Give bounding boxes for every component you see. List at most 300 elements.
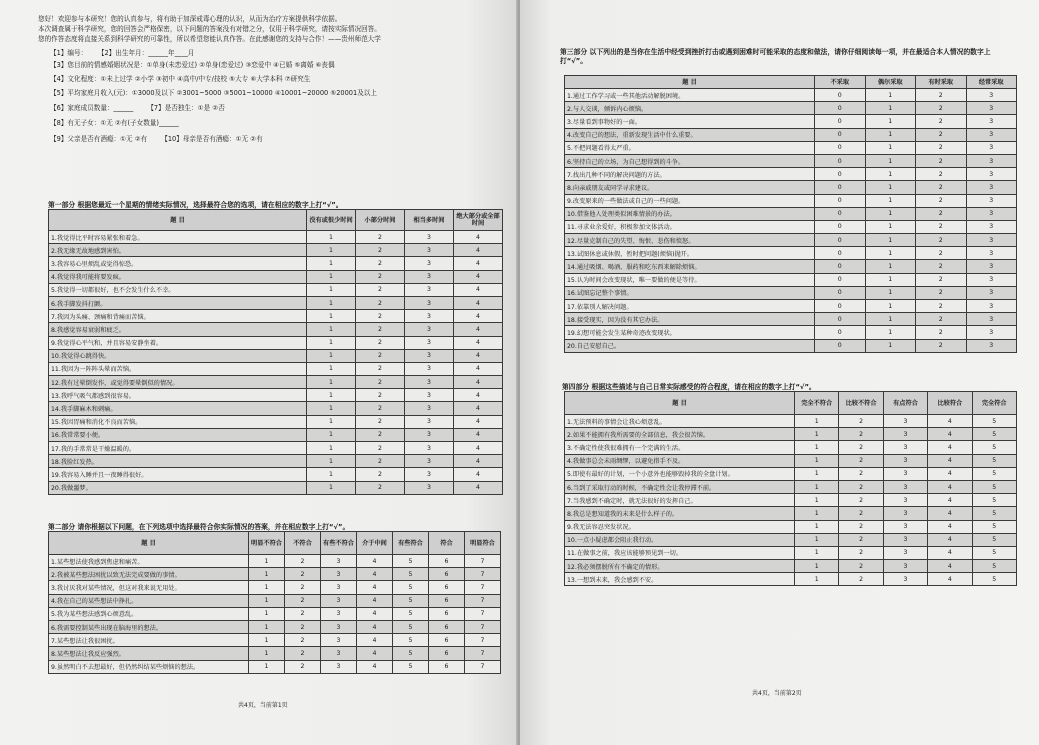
answer-option[interactable]: 1 (307, 283, 356, 296)
answer-option[interactable]: 3 (405, 323, 454, 336)
answer-option[interactable]: 4 (454, 402, 503, 415)
answer-option[interactable]: 0 (815, 313, 866, 326)
answer-option[interactable]: 2 (839, 507, 883, 520)
answer-option[interactable]: 3 (405, 402, 454, 415)
answer-option[interactable]: 4 (357, 620, 393, 633)
answer-option[interactable]: 1 (795, 546, 839, 559)
answer-option[interactable]: 5 (972, 494, 1016, 507)
answer-option[interactable]: 6 (429, 660, 465, 673)
answer-option[interactable]: 1 (307, 310, 356, 323)
answer-option[interactable]: 4 (357, 555, 393, 568)
answer-option[interactable]: 3 (966, 220, 1017, 233)
answer-option[interactable]: 1 (307, 336, 356, 349)
answer-option[interactable]: 1 (795, 428, 839, 441)
answer-option[interactable]: 3 (966, 154, 1017, 167)
answer-option[interactable]: 4 (357, 634, 393, 647)
answer-option[interactable]: 3 (883, 467, 927, 480)
answer-option[interactable]: 6 (429, 581, 465, 594)
answer-option[interactable]: 0 (815, 247, 866, 260)
answer-option[interactable]: 3 (405, 310, 454, 323)
answer-option[interactable]: 2 (839, 415, 883, 428)
answer-option[interactable]: 4 (454, 323, 503, 336)
answer-option[interactable]: 2 (356, 442, 405, 455)
answer-option[interactable]: 4 (454, 442, 503, 455)
answer-option[interactable]: 3 (405, 468, 454, 481)
answer-option[interactable]: 3 (321, 607, 357, 620)
answer-option[interactable]: 1 (307, 455, 356, 468)
answer-option[interactable]: 1 (795, 507, 839, 520)
question-text: 3.我容易心里烦乱或觉得惊恐。 (49, 257, 307, 270)
answer-option[interactable]: 1 (249, 634, 285, 647)
answer-option[interactable]: 1 (307, 231, 356, 244)
answer-option[interactable]: 0 (815, 260, 866, 273)
answer-option[interactable]: 4 (357, 581, 393, 594)
answer-option[interactable]: 4 (357, 568, 393, 581)
answer-option[interactable]: 1 (307, 389, 356, 402)
answer-option[interactable]: 0 (815, 194, 866, 207)
answer-option[interactable]: 1 (795, 454, 839, 467)
answer-option[interactable]: 3 (405, 376, 454, 389)
answer-option[interactable]: 1 (249, 568, 285, 581)
answer-option[interactable]: 2 (916, 220, 967, 233)
answer-option[interactable]: 2 (839, 573, 883, 586)
answer-option[interactable]: 2 (285, 620, 321, 633)
answer-option[interactable]: 2 (285, 607, 321, 620)
answer-option[interactable]: 2 (285, 568, 321, 581)
answer-option[interactable]: 3 (966, 326, 1017, 339)
answer-option[interactable]: 1 (795, 533, 839, 546)
answer-option[interactable]: 1 (307, 468, 356, 481)
question-text: 16.我常常要小便。 (49, 428, 307, 441)
answer-option[interactable]: 3 (321, 555, 357, 568)
answer-option[interactable]: 1 (865, 115, 916, 128)
answer-option[interactable]: 2 (356, 244, 405, 257)
answer-option[interactable]: 3 (883, 415, 927, 428)
answer-option[interactable]: 3 (966, 234, 1017, 247)
intro-line: 您的作答态度将直接关系到科学研究的可靠性，所以希望您能认真作答。在此感谢您的支持与合作！——贵州师范大学 (38, 35, 381, 43)
answer-option[interactable]: 2 (916, 247, 967, 260)
answer-option[interactable]: 5 (972, 546, 1016, 559)
answer-option[interactable]: 1 (865, 102, 916, 115)
answer-option[interactable]: 0 (815, 326, 866, 339)
answer-option[interactable]: 1 (795, 494, 839, 507)
answer-option[interactable]: 4 (454, 428, 503, 441)
table-row (49, 481, 503, 494)
table-row (49, 362, 503, 375)
answer-option[interactable]: 2 (356, 455, 405, 468)
answer-option[interactable]: 2 (356, 468, 405, 481)
answer-option[interactable]: 4 (454, 310, 503, 323)
answer-option[interactable]: 1 (865, 207, 916, 220)
answer-option[interactable]: 2 (285, 660, 321, 673)
answer-option[interactable]: 4 (357, 660, 393, 673)
table-row (565, 573, 1017, 586)
answer-option[interactable]: 4 (357, 647, 393, 660)
answer-option[interactable]: 2 (916, 326, 967, 339)
answer-option[interactable]: 1 (865, 194, 916, 207)
answer-option[interactable]: 4 (357, 594, 393, 607)
answer-option[interactable]: 3 (883, 441, 927, 454)
answer-option[interactable]: 2 (916, 194, 967, 207)
answer-option[interactable]: 4 (928, 560, 972, 573)
answer-option[interactable]: 1 (795, 480, 839, 493)
answer-option[interactable]: 7 (465, 581, 501, 594)
answer-option[interactable]: 1 (307, 428, 356, 441)
answer-option[interactable]: 1 (795, 573, 839, 586)
answer-option[interactable]: 6 (429, 594, 465, 607)
answer-option[interactable]: 3 (883, 546, 927, 559)
answer-option[interactable]: 2 (285, 581, 321, 594)
answer-option[interactable]: 2 (839, 441, 883, 454)
answer-option[interactable]: 1 (865, 128, 916, 141)
answer-option[interactable]: 2 (916, 89, 967, 102)
table-row (565, 286, 1017, 299)
answer-option[interactable]: 1 (249, 660, 285, 673)
answer-option[interactable]: 5 (393, 647, 429, 660)
answer-option[interactable]: 2 (356, 231, 405, 244)
answer-option[interactable]: 5 (972, 415, 1016, 428)
answer-option[interactable]: 5 (972, 454, 1016, 467)
answer-option[interactable]: 1 (865, 234, 916, 247)
answer-option[interactable]: 1 (795, 441, 839, 454)
question-text: 5.我觉得一切都很好，也不会发生什么不幸。 (49, 283, 307, 296)
answer-option[interactable]: 5 (393, 660, 429, 673)
answer-option[interactable]: 1 (795, 415, 839, 428)
answer-option[interactable]: 1 (307, 323, 356, 336)
answer-option[interactable]: 2 (356, 402, 405, 415)
answer-option[interactable]: 0 (815, 89, 866, 102)
answer-option[interactable]: 3 (966, 300, 1017, 313)
answer-option[interactable]: 1 (865, 339, 916, 352)
answer-option[interactable]: 7 (465, 555, 501, 568)
answer-option[interactable]: 4 (928, 415, 972, 428)
answer-option[interactable]: 3 (405, 336, 454, 349)
answer-option[interactable]: 1 (249, 620, 285, 633)
answer-option[interactable]: 3 (321, 660, 357, 673)
answer-option[interactable]: 6 (429, 607, 465, 620)
answer-option[interactable]: 2 (839, 480, 883, 493)
answer-option[interactable]: 5 (393, 620, 429, 633)
answer-option[interactable]: 3 (966, 339, 1017, 352)
answer-option[interactable]: 2 (839, 467, 883, 480)
answer-option[interactable]: 3 (405, 362, 454, 375)
answer-option[interactable]: 2 (356, 376, 405, 389)
answer-option[interactable]: 5 (972, 560, 1016, 573)
answer-option[interactable]: 1 (307, 244, 356, 257)
answer-option[interactable]: 2 (356, 323, 405, 336)
answer-option[interactable]: 1 (865, 154, 916, 167)
answer-option[interactable]: 3 (966, 141, 1017, 154)
answer-option[interactable]: 1 (865, 181, 916, 194)
answer-option[interactable]: 4 (928, 494, 972, 507)
answer-option[interactable]: 3 (966, 313, 1017, 326)
answer-option[interactable]: 1 (795, 520, 839, 533)
answer-option[interactable]: 5 (972, 507, 1016, 520)
answer-option[interactable]: 6 (429, 568, 465, 581)
answer-option[interactable]: 2 (356, 270, 405, 283)
answer-option[interactable]: 2 (916, 128, 967, 141)
answer-option[interactable]: 3 (405, 283, 454, 296)
answer-option[interactable]: 7 (465, 607, 501, 620)
answer-option[interactable]: 1 (865, 326, 916, 339)
answer-option[interactable]: 2 (839, 546, 883, 559)
answer-option[interactable]: 4 (928, 573, 972, 586)
answer-option[interactable]: 4 (928, 441, 972, 454)
answer-option[interactable]: 3 (883, 454, 927, 467)
answer-option[interactable]: 2 (356, 481, 405, 494)
answer-option[interactable]: 1 (865, 89, 916, 102)
answer-option[interactable]: 1 (865, 260, 916, 273)
answer-option[interactable]: 2 (356, 257, 405, 270)
answer-option[interactable]: 4 (454, 468, 503, 481)
answer-option[interactable]: 3 (966, 207, 1017, 220)
answer-option[interactable]: 4 (454, 415, 503, 428)
answer-option[interactable]: 2 (916, 168, 967, 181)
answer-option[interactable]: 4 (928, 533, 972, 546)
answer-option[interactable]: 5 (393, 594, 429, 607)
answer-option[interactable]: 3 (966, 273, 1017, 286)
answer-option[interactable]: 3 (321, 620, 357, 633)
answer-option[interactable]: 3 (405, 231, 454, 244)
answer-option[interactable]: 4 (454, 231, 503, 244)
answer-option[interactable]: 2 (916, 286, 967, 299)
answer-option[interactable]: 2 (285, 594, 321, 607)
answer-option[interactable]: 1 (249, 594, 285, 607)
answer-option[interactable]: 3 (883, 507, 927, 520)
answer-option[interactable]: 0 (815, 115, 866, 128)
answer-option[interactable]: 2 (916, 102, 967, 115)
answer-option[interactable]: 1 (865, 220, 916, 233)
answer-option[interactable]: 2 (916, 313, 967, 326)
answer-option[interactable]: 4 (928, 428, 972, 441)
answer-option[interactable]: 2 (356, 283, 405, 296)
answer-option[interactable]: 3 (405, 415, 454, 428)
answer-option[interactable]: 5 (393, 581, 429, 594)
answer-option[interactable]: 3 (883, 520, 927, 533)
answer-option[interactable]: 4 (454, 455, 503, 468)
answer-option[interactable]: 2 (356, 296, 405, 309)
answer-option[interactable]: 3 (883, 560, 927, 573)
answer-option[interactable]: 1 (307, 257, 356, 270)
answer-option[interactable]: 1 (307, 349, 356, 362)
answer-option[interactable]: 1 (865, 168, 916, 181)
answer-option[interactable]: 2 (285, 555, 321, 568)
answer-option[interactable]: 3 (966, 102, 1017, 115)
answer-option[interactable]: 5 (972, 441, 1016, 454)
answer-option[interactable]: 3 (966, 247, 1017, 260)
answer-option[interactable]: 0 (815, 220, 866, 233)
answer-option[interactable]: 2 (916, 339, 967, 352)
answer-option[interactable]: 3 (405, 455, 454, 468)
answer-option[interactable]: 5 (972, 428, 1016, 441)
answer-option[interactable]: 0 (815, 339, 866, 352)
answer-option[interactable]: 5 (393, 634, 429, 647)
answer-option[interactable]: 3 (405, 244, 454, 257)
answer-option[interactable]: 1 (249, 607, 285, 620)
answer-option[interactable]: 5 (393, 568, 429, 581)
answer-option[interactable]: 2 (916, 273, 967, 286)
answer-option[interactable]: 3 (321, 581, 357, 594)
answer-option[interactable]: 3 (966, 260, 1017, 273)
answer-option[interactable]: 1 (865, 286, 916, 299)
answer-option[interactable]: 2 (839, 428, 883, 441)
answer-option[interactable]: 5 (393, 555, 429, 568)
answer-option[interactable]: 4 (454, 336, 503, 349)
answer-option[interactable]: 0 (815, 300, 866, 313)
answer-option[interactable]: 1 (307, 415, 356, 428)
answer-option[interactable]: 4 (357, 607, 393, 620)
answer-option[interactable]: 0 (815, 154, 866, 167)
answer-option[interactable]: 4 (928, 507, 972, 520)
answer-option[interactable]: 4 (454, 362, 503, 375)
answer-option[interactable]: 2 (839, 494, 883, 507)
answer-option[interactable]: 1 (307, 376, 356, 389)
answer-option[interactable]: 7 (465, 620, 501, 633)
answer-option[interactable]: 4 (928, 454, 972, 467)
answer-option[interactable]: 1 (307, 481, 356, 494)
answer-option[interactable]: 7 (465, 594, 501, 607)
answer-option[interactable]: 3 (405, 349, 454, 362)
answer-option[interactable]: 4 (928, 520, 972, 533)
answer-option[interactable]: 5 (972, 533, 1016, 546)
answer-option[interactable]: 3 (966, 181, 1017, 194)
answer-option[interactable]: 2 (356, 310, 405, 323)
answer-option[interactable]: 2 (356, 349, 405, 362)
answer-option[interactable]: 3 (883, 573, 927, 586)
answer-option[interactable]: 7 (465, 568, 501, 581)
table-row (565, 273, 1017, 286)
answer-option[interactable]: 2 (356, 336, 405, 349)
answer-option[interactable]: 0 (815, 286, 866, 299)
answer-option[interactable]: 1 (795, 560, 839, 573)
answer-option[interactable]: 3 (405, 270, 454, 283)
answer-option[interactable]: 2 (839, 533, 883, 546)
answer-option[interactable]: 2 (916, 115, 967, 128)
answer-option[interactable]: 0 (815, 102, 866, 115)
answer-option[interactable]: 7 (465, 647, 501, 660)
answer-option[interactable]: 1 (307, 296, 356, 309)
answer-option[interactable]: 3 (405, 257, 454, 270)
answer-option[interactable]: 0 (815, 141, 866, 154)
answer-option[interactable]: 2 (916, 141, 967, 154)
answer-option[interactable]: 3 (321, 594, 357, 607)
answer-option[interactable]: 1 (307, 402, 356, 415)
answer-option[interactable]: 3 (883, 428, 927, 441)
answer-option[interactable]: 3 (321, 634, 357, 647)
answer-option[interactable]: 1 (249, 555, 285, 568)
answer-option[interactable]: 4 (928, 480, 972, 493)
answer-option[interactable]: 2 (916, 207, 967, 220)
answer-option[interactable]: 4 (928, 467, 972, 480)
answer-option[interactable]: 2 (356, 415, 405, 428)
answer-option[interactable]: 1 (865, 247, 916, 260)
answer-option[interactable]: 5 (972, 467, 1016, 480)
answer-option[interactable]: 1 (865, 141, 916, 154)
answer-option[interactable]: 0 (815, 234, 866, 247)
answer-option[interactable]: 3 (883, 533, 927, 546)
answer-option[interactable]: 5 (972, 573, 1016, 586)
answer-option[interactable]: 4 (928, 546, 972, 559)
answer-option[interactable]: 3 (883, 480, 927, 493)
answer-option[interactable]: 3 (405, 296, 454, 309)
answer-option[interactable]: 3 (966, 168, 1017, 181)
answer-option[interactable]: 5 (393, 607, 429, 620)
answer-option[interactable]: 3 (321, 647, 357, 660)
answer-option[interactable]: 1 (249, 581, 285, 594)
answer-option[interactable]: 1 (865, 300, 916, 313)
answer-option[interactable]: 6 (429, 634, 465, 647)
answer-option[interactable]: 3 (883, 494, 927, 507)
answer-option[interactable]: 1 (307, 362, 356, 375)
answer-option[interactable]: 5 (972, 480, 1016, 493)
answer-option[interactable]: 2 (916, 154, 967, 167)
answer-option[interactable]: 0 (815, 207, 866, 220)
answer-option[interactable]: 1 (249, 647, 285, 660)
question-text: 14.通过吸烟、喝酒、服药和吃东西来解除烦恼。 (565, 260, 815, 273)
answer-option[interactable]: 3 (966, 194, 1017, 207)
answer-option[interactable]: 4 (454, 481, 503, 494)
answer-option[interactable]: 7 (465, 660, 501, 673)
answer-option[interactable]: 1 (865, 313, 916, 326)
answer-option[interactable]: 4 (454, 283, 503, 296)
answer-option[interactable]: 1 (307, 270, 356, 283)
answer-option[interactable]: 2 (285, 647, 321, 660)
answer-option[interactable]: 2 (916, 181, 967, 194)
answer-option[interactable]: 3 (966, 286, 1017, 299)
answer-option[interactable]: 2 (285, 634, 321, 647)
answer-option[interactable]: 4 (454, 376, 503, 389)
answer-option[interactable]: 6 (429, 647, 465, 660)
answer-option[interactable]: 6 (429, 555, 465, 568)
answer-option[interactable]: 2 (356, 389, 405, 402)
answer-option[interactable]: 3 (405, 442, 454, 455)
answer-option[interactable]: 3 (405, 389, 454, 402)
answer-option[interactable]: 2 (356, 362, 405, 375)
intro-line: 本次调查属于科学研究，您的回答会严格保密，以下问题的答案没有对错之分，仅用于科学研究，请按实际情况回答。 (38, 25, 381, 33)
answer-option[interactable]: 2 (839, 454, 883, 467)
answer-option[interactable]: 2 (356, 428, 405, 441)
answer-option[interactable]: 3 (321, 568, 357, 581)
answer-option[interactable]: 0 (815, 168, 866, 181)
answer-option[interactable]: 3 (966, 89, 1017, 102)
answer-option[interactable]: 0 (815, 128, 866, 141)
answer-option[interactable]: 4 (454, 257, 503, 270)
answer-option[interactable]: 4 (454, 296, 503, 309)
answer-option[interactable]: 3 (405, 481, 454, 494)
answer-option[interactable]: 3 (405, 428, 454, 441)
answer-option[interactable]: 1 (865, 273, 916, 286)
answer-option[interactable]: 4 (454, 349, 503, 362)
answer-option[interactable]: 2 (916, 234, 967, 247)
answer-option[interactable]: 5 (972, 520, 1016, 533)
answer-option[interactable]: 3 (966, 128, 1017, 141)
answer-option[interactable]: 1 (795, 467, 839, 480)
answer-option[interactable]: 3 (966, 115, 1017, 128)
answer-option[interactable]: 2 (916, 300, 967, 313)
answer-option[interactable]: 4 (454, 389, 503, 402)
answer-option[interactable]: 2 (839, 520, 883, 533)
answer-option[interactable]: 0 (815, 273, 866, 286)
answer-option[interactable]: 0 (815, 181, 866, 194)
answer-option[interactable]: 2 (916, 260, 967, 273)
answer-option[interactable]: 2 (839, 560, 883, 573)
answer-option[interactable]: 7 (465, 634, 501, 647)
answer-option[interactable]: 4 (454, 244, 503, 257)
answer-option[interactable]: 6 (429, 620, 465, 633)
intro-line: 您好！欢迎参与本研究！您的认真参与，将有助于加深戒毒心理的认识，从而为治疗方案提供科学依据。 (38, 15, 342, 23)
answer-option[interactable]: 1 (307, 442, 356, 455)
answer-option[interactable]: 4 (454, 270, 503, 283)
